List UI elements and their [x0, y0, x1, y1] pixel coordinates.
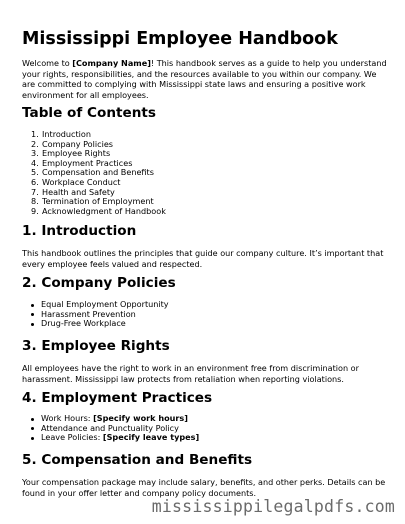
compensation-paragraph: Your compensation package may include salary, benefits, and other perks. Details can be found in your offer letter and company policy documents.	[22, 477, 386, 498]
section-heading-employee-rights: 3. Employee Rights	[22, 338, 170, 354]
toc-item-label: Employee Rights	[42, 148, 111, 159]
document-title: Mississippi Employee Handbook	[22, 29, 338, 49]
work-hours-placeholder: [Specify work hours]	[93, 413, 188, 423]
policy-item: Drug-Free Workplace	[22, 319, 169, 329]
watermark-text: mississippilegalpdfs.com	[151, 497, 395, 516]
intro-paragraph	[22, 58, 388, 100]
toc-item: 3. Employee Rights	[31, 148, 111, 159]
section-heading-company-policies: 2. Company Policies	[22, 275, 176, 291]
section-heading-employment-practices: 4. Employment Practices	[22, 390, 213, 406]
toc-item-label: Employment Practices	[42, 157, 133, 168]
work-hours-label: Work Hours:	[41, 413, 94, 423]
leave-types-placeholder: [Specify leave types]	[102, 432, 200, 443]
intro-text-rest: ! This handbook serves as a guide to help you understand your rights, responsibilities, and the resources available to you within our company. We are committed to complying with Mississippi state laws and ensuring a positive work environment for all employees.	[22, 58, 387, 100]
policy-item: Harassment Prevention	[22, 310, 169, 320]
toc-item-label: Company Policies	[42, 138, 114, 149]
toc-item: 1. Introduction	[31, 129, 92, 139]
toc-heading: Table of Contents	[22, 105, 156, 121]
toc-item: 4. Employment Practices	[31, 157, 133, 168]
toc-item: 8. Termination of Employment	[31, 196, 154, 207]
toc-list	[22, 130, 166, 216]
introduction-paragraph: This handbook outlines the principles that guide our company culture. It’s important that every employee feels valued and respected.	[22, 248, 384, 269]
policy-item: Equal Employment Opportunity	[22, 300, 169, 310]
attendance-item: Attendance and Punctuality Policy	[22, 424, 199, 434]
leave-policies-item	[22, 433, 199, 443]
toc-item: 9. Acknowledgment of Handbook	[31, 205, 166, 216]
toc-item-label: Introduction	[42, 129, 92, 139]
toc-item: 7. Health and Safety	[31, 186, 115, 197]
toc-item-label: Compensation and Benefits	[42, 167, 154, 178]
company-name-placeholder: [Company Name]	[72, 58, 151, 68]
toc-item: 2. Company Policies	[31, 138, 114, 149]
toc-item-label: Health and Safety	[42, 186, 115, 197]
toc-item: 6. Workplace Conduct	[31, 176, 121, 187]
intro-text-start: Welcome to	[22, 58, 73, 68]
employment-practices-list	[22, 414, 199, 443]
section-heading-compensation: 5. Compensation and Benefits	[22, 452, 253, 468]
toc-item: 5. Compensation and Benefits	[31, 167, 154, 178]
leave-policies-label: Leave Policies:	[41, 432, 103, 443]
toc-item-label: Termination of Employment	[42, 196, 154, 207]
company-policies-list	[22, 300, 169, 329]
toc-item-label: Workplace Conduct	[42, 176, 121, 187]
section-heading-introduction: 1. Introduction	[22, 223, 137, 239]
toc-item-label: Acknowledgment of Handbook	[42, 205, 166, 216]
employee-rights-paragraph: All employees have the right to work in an environment free from discrimination or harassment. Mississippi law protects from retaliation when reporting violations.	[22, 363, 359, 384]
